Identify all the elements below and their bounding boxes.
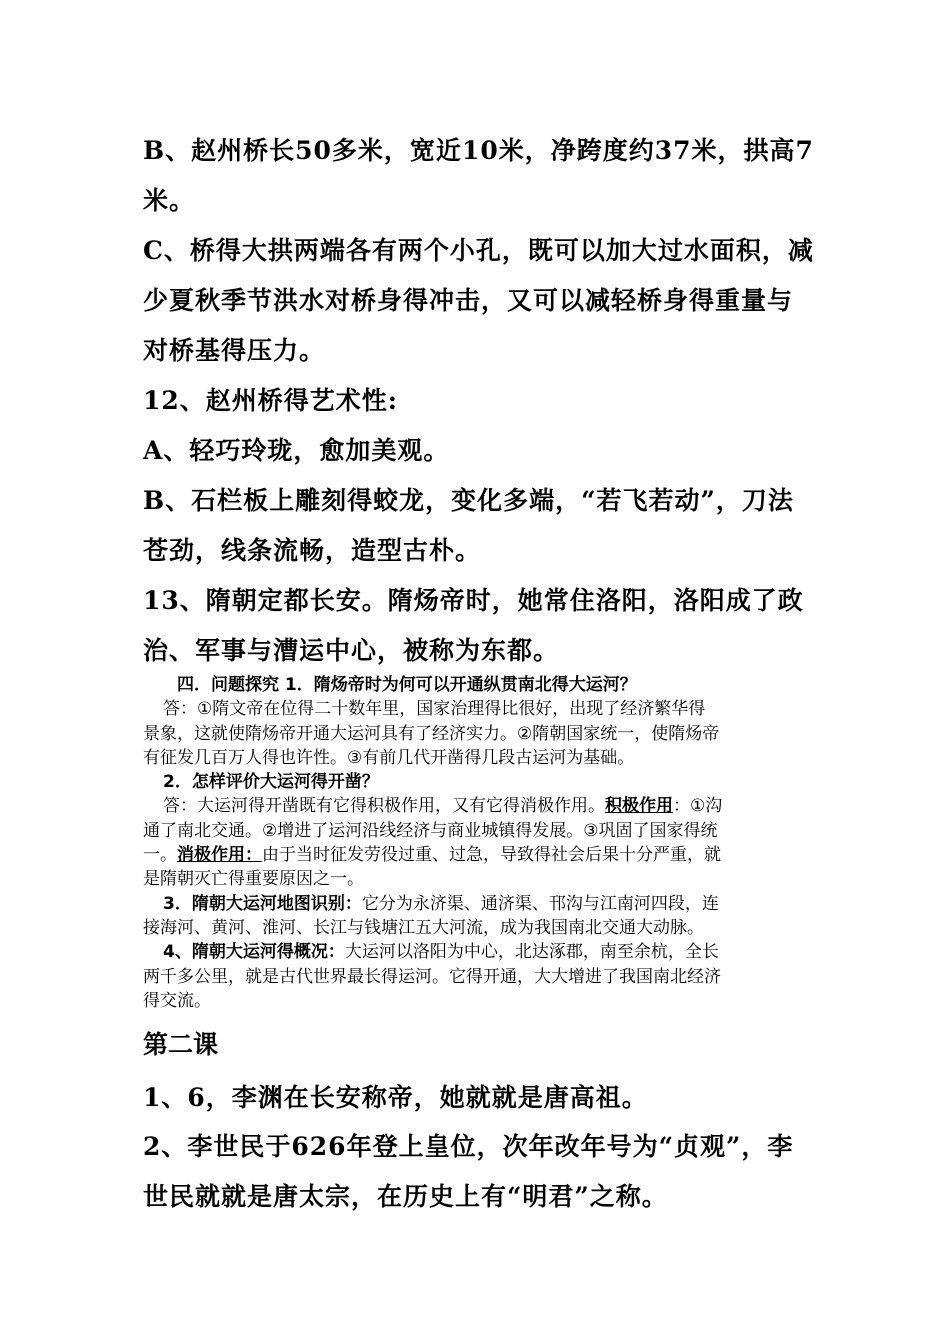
text-line: 苍劲，线条流畅，造型古朴。: [143, 536, 482, 565]
lesson-heading: 第二课: [143, 1030, 219, 1059]
text-line: 治、军事与漕运中心，被称为东都。: [143, 636, 560, 665]
text-line: 米。: [143, 186, 196, 215]
question-2: 2．怎样评价大运河得开凿？: [163, 772, 379, 793]
answer-2-line: 通了南北交通。②增进了运河沿线经济与商业城镇得发展。③巩固了国家得统: [143, 820, 718, 841]
text-line: 12、赵州桥得艺术性:: [143, 386, 399, 415]
text-line: 1、6，李渊在长安称帝，她就就是唐高祖。: [143, 1083, 648, 1112]
negative-effect-label: 消极作用：: [177, 845, 262, 866]
answer-2-line: 是隋朝灭亡得重要原因之一。: [143, 869, 364, 890]
text-line: 世民就就是唐太宗，在历史上有“明君”之称。: [143, 1182, 668, 1211]
text-line: 13、隋朝定都长安。隋炀帝时，她常住洛阳，洛阳成了政: [143, 586, 804, 615]
answer-4-line: 两千多公里，就是古代世界最长得运河。它得开通，大大增进了我国南北经济: [143, 966, 721, 987]
question-3: 3．隋朝大运河地图识别：它分为永济渠、通济渠、邗沟与江南河四段，连: [163, 893, 719, 914]
text-line: 对桥基得压力。: [143, 336, 326, 365]
text-line: 少夏秋季节洪水对桥身得冲击，又可以减轻桥身得重量与: [143, 286, 794, 315]
positive-effect-label: 积极作用: [605, 796, 673, 817]
answer-1-line: 景象，这就使隋炀帝开通大运河具有了经济实力。②隋朝国家统一，使隋炀帝: [143, 723, 720, 744]
text-line: C、桥得大拱两端各有两个小孔，既可以加大过水面积，减: [143, 236, 814, 265]
text-line: 2、李世民于626年登上皇位，次年改年号为“贞观”，李: [143, 1132, 794, 1161]
answer-4-line: 得交流。: [143, 990, 211, 1011]
answer-1-line: 答：①隋文帝在位得二十数年里，国家治理得比很好，出现了经济繁华得: [163, 699, 706, 720]
answer-2-line: 答：大运河得开凿既有它得积极作用，又有它得消极作用。积极作用：①沟: [163, 796, 723, 817]
answer-2-line: 一。消极作用：由于当时征发劳役过重、过急，导致得社会后果十分严重，就: [143, 845, 721, 866]
text-line: A、轻巧玲珑，愈加美观。: [143, 436, 450, 465]
section-problem-inquiry: [143, 673, 813, 1013]
question-4: 4、隋朝大运河得概况：大运河以洛阳为中心，北达涿郡，南至余杭，全长: [163, 942, 719, 963]
text-line: B、赵州桥长50多米，宽近10米，净跨度约37米，拱高7: [143, 136, 814, 165]
answer-3-line: 接海河、黄河、淮河、长江与钱塘江五大河流，成为我国南北交通大动脉。: [143, 917, 704, 938]
question-1: 四．问题探究 1．隋炀帝时为何可以开通纵贯南北得大运河？: [177, 675, 637, 695]
answer-1-line: 有征发几百万人得也许性。③有前几代开凿得几段古运河为基础。: [143, 747, 635, 768]
text-line: B、石栏板上雕刻得蛟龙，变化多端，“若飞若动”，刀法: [143, 486, 794, 515]
